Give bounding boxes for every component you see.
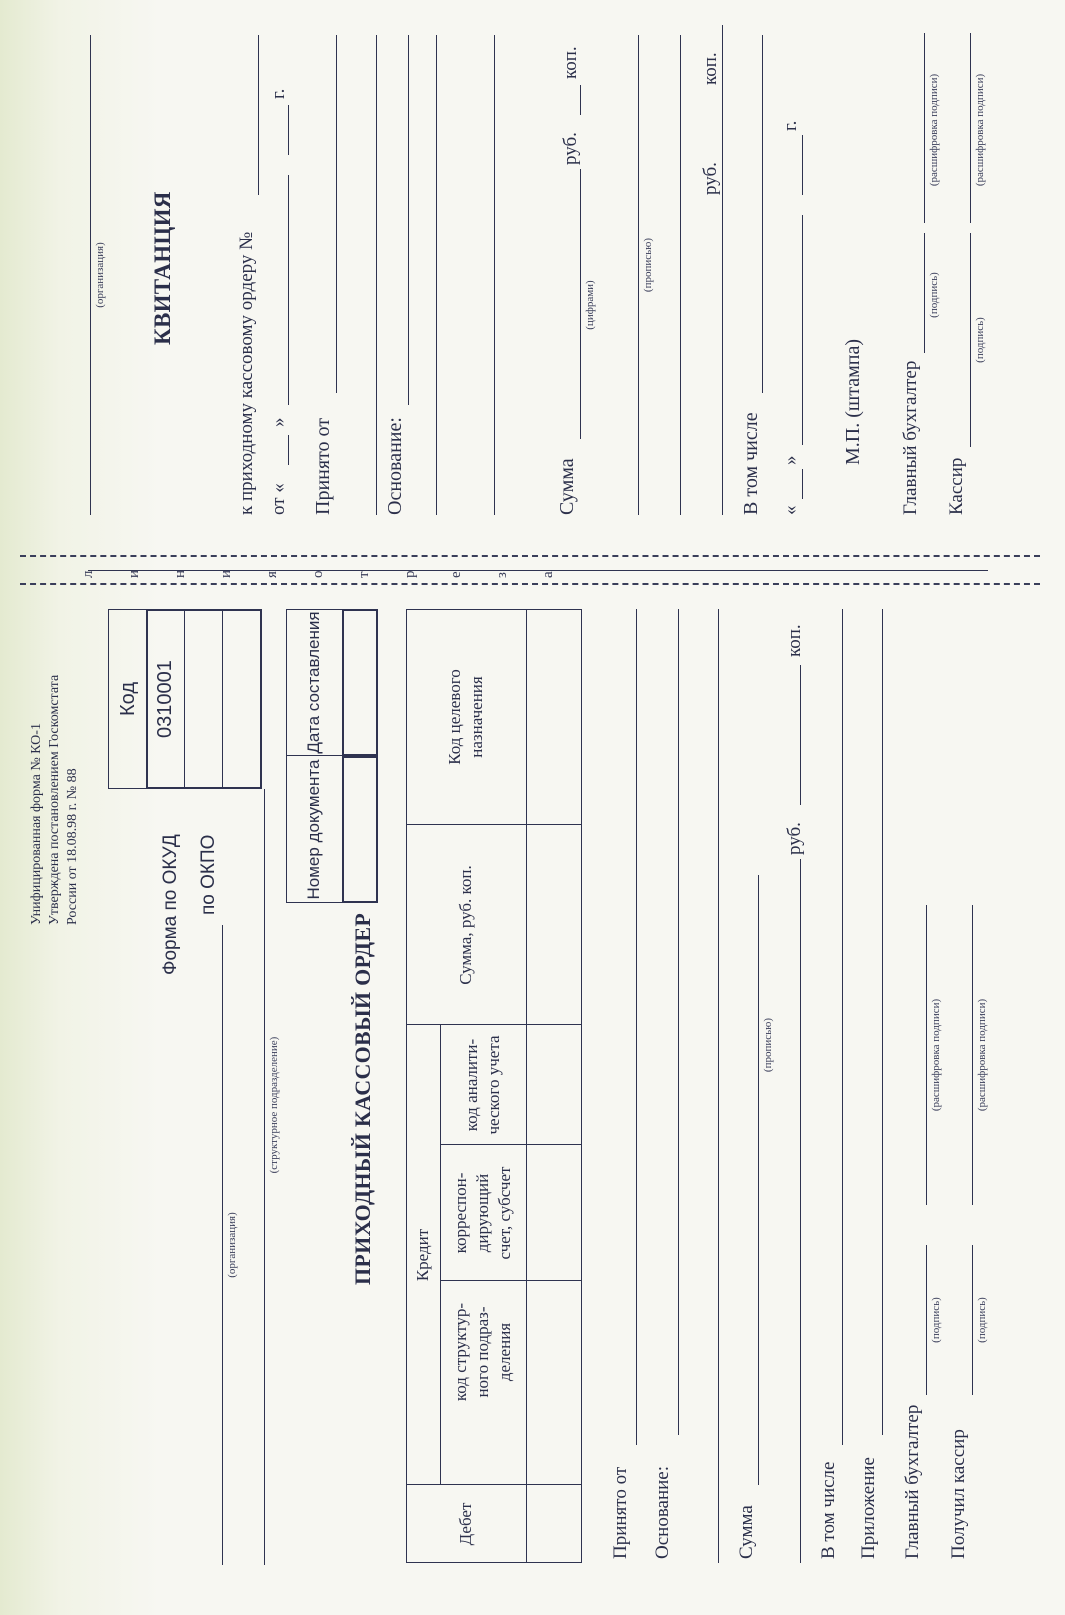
receipt-year-label: г. (268, 88, 289, 99)
receipt-ot-label: от « (268, 483, 289, 515)
order-prinyato-line[interactable] (636, 609, 637, 1445)
receipt-glavbuh-decode-caption: (расшифровка подписи) (928, 73, 940, 187)
th-target-code: Код целевого назначения (445, 669, 486, 765)
receipt-propisyu-caption: (прописью) (642, 237, 654, 293)
organization-caption: (организация) (226, 1212, 238, 1278)
cut-line-right (20, 555, 1040, 557)
order-glavbuh-decode-caption: (расшифровка подписи) (930, 998, 942, 1112)
order-prinyato-label: Принято от (610, 1466, 631, 1559)
order-kassir-label: Получил кассир (948, 1429, 969, 1559)
receipt-kop-line-2[interactable] (722, 115, 723, 145)
receipt-summa-digits-line[interactable] (580, 169, 581, 439)
order-summa-line[interactable] (758, 875, 759, 1485)
receipt-ot-close: » (268, 417, 289, 427)
receipt-kop-line[interactable] (580, 85, 581, 115)
receipt-osnovanie-label: Основание: (384, 417, 406, 515)
receipt-kassir-sign-line[interactable] (970, 233, 971, 447)
order-vtomchisle-line[interactable] (842, 609, 843, 1445)
receipt-org-line[interactable] (90, 35, 91, 515)
receipt-prinyato-line1[interactable] (336, 35, 337, 393)
receipt-kassir-decode-line[interactable] (970, 33, 971, 223)
cut-line-letter: я (264, 571, 280, 578)
order-kassir-decode-line[interactable] (972, 905, 973, 1205)
receipt-prinyato-line2[interactable] (376, 35, 377, 515)
cut-line-letter: т (356, 571, 372, 578)
okpo-label: по ОКПО (198, 834, 219, 915)
receipt-glavbuh-sign-caption: (подпись) (928, 272, 940, 318)
receipt-date-month-line[interactable] (802, 215, 803, 445)
receipt-kassir-label: Кассир (946, 457, 967, 515)
receipt-osnovanie-line1[interactable] (408, 35, 409, 405)
organization-line[interactable] (222, 925, 223, 1565)
order-kassir-decode-caption: (расшифровка подписи) (976, 998, 988, 1112)
order-glavbuh-decode-line[interactable] (926, 905, 927, 1205)
subdivision-line[interactable] (264, 789, 265, 1565)
order-propisyu-caption: (прописью) (762, 1017, 774, 1073)
receipt-order-number-line[interactable] (258, 35, 259, 195)
receipt-title: КВИТАНЦИЯ (150, 191, 175, 345)
receipt-date-day-line[interactable] (802, 469, 803, 499)
receipt-glavbuh-label: Главный бухгалтер (900, 360, 921, 515)
cut-line-letter: о (310, 570, 326, 578)
cut-line-letter: р (402, 570, 418, 578)
receipt-vtomchisle-label: В том числе (740, 412, 762, 515)
receipt-kassir-sign-caption: (подпись) (974, 317, 986, 363)
receipt-glavbuh-decode-line[interactable] (924, 33, 925, 223)
receipt-kop-label-2: коп. (700, 52, 721, 85)
receipt-propisyu-line[interactable] (638, 35, 639, 515)
okud-label: Форма по ОКУД (160, 834, 181, 975)
doc-date-label: Дата составления (304, 611, 323, 754)
receipt-year-line[interactable] (288, 105, 289, 155)
receipt-tsiframi-caption: (цифрами) (584, 280, 596, 330)
receipt-osnovanie-line3[interactable] (494, 35, 495, 515)
receipt-korderu-label: к приходному кассовому ордеру № (236, 231, 257, 515)
cut-line-letter: е (448, 571, 464, 578)
order-kassir-sign-line[interactable] (972, 1245, 973, 1395)
receipt-sum-line3[interactable] (722, 25, 723, 515)
cut-line-letter: а (540, 571, 556, 578)
th-kredit: Кредит (413, 1228, 432, 1282)
okud-code: 0310001 (154, 660, 176, 738)
doc-number-field[interactable] (342, 756, 378, 903)
th-corr-account: корреспон-дирующий счет, субсчет (451, 1166, 514, 1260)
order-title: ПРИХОДНЫЙ КАССОВЫЙ ОРДЕР (350, 912, 375, 1285)
receipt-month-line[interactable] (288, 175, 289, 405)
th-analytic-code: код аналити-ческого учета (462, 1035, 503, 1135)
receipt-date-close: » (780, 455, 801, 465)
receipt-rub-label: руб. (560, 132, 581, 165)
doc-number-label: Номер документа (304, 759, 323, 900)
receipt-glavbuh-sign-line[interactable] (924, 233, 925, 353)
receipt-propisyu-line2[interactable] (680, 35, 681, 515)
receipt-prinyato-label: Принято от (312, 417, 334, 515)
order-kassir-sign-caption: (подпись) (976, 1297, 988, 1343)
order-glavbuh-label: Главный бухгалтер (902, 1404, 923, 1559)
order-osnovanie-line1[interactable] (678, 609, 679, 1435)
receipt-vtomchisle-line[interactable] (762, 35, 763, 393)
order-osnovanie-label: Основание: (652, 1465, 673, 1559)
receipt-date-open: « (780, 505, 801, 515)
receipt-rub-label-2: руб. (700, 162, 721, 195)
cut-line-left (20, 583, 1040, 585)
kod-header: Код (117, 682, 139, 717)
cut-line-letter: л (80, 570, 96, 578)
order-prilozhenie-label: Приложение (858, 1457, 879, 1559)
receipt-org-caption: (организация) (94, 242, 106, 308)
order-glavbuh-sign-caption: (подпись) (930, 1297, 942, 1343)
form-header-line2: Утверждена постановлением Госкомстата (47, 674, 62, 925)
subdivision-caption: (структурное подразделение) (268, 1036, 280, 1174)
order-rub-label: руб. (784, 822, 805, 855)
receipt-date-year-line[interactable] (802, 135, 803, 195)
order-kop-line[interactable] (800, 665, 801, 805)
receipt-summa-label: Сумма (556, 458, 578, 515)
th-debet: Дебет (456, 1502, 475, 1546)
order-glavbuh-sign-line[interactable] (926, 1245, 927, 1395)
form-header-line3: России от 18.08.98 г. № 88 (65, 768, 80, 925)
receipt-osnovanie-line2[interactable] (436, 35, 437, 515)
order-summa-line2[interactable] (800, 859, 801, 1563)
order-osnovanie-line2[interactable] (718, 609, 719, 1563)
th-sum: Сумма, руб. коп. (456, 865, 475, 985)
order-summa-label: Сумма (736, 1505, 757, 1559)
cut-line-letter: и (126, 569, 142, 578)
doc-date-field[interactable] (342, 609, 378, 756)
th-struct-code: код структур-ного подраз-деления (451, 1302, 514, 1402)
order-kop-label: коп. (784, 624, 805, 657)
receipt-kassir-decode-caption: (расшифровка подписи) (974, 73, 986, 187)
order-prilozhenie-line[interactable] (882, 609, 883, 1435)
receipt-mp-label: М.П. (штампа) (842, 338, 864, 465)
receipt-kop-label: коп. (560, 46, 581, 79)
order-vtomchisle-label: В том числе (818, 1461, 839, 1559)
receipt-day-line[interactable] (288, 435, 289, 465)
receipt-date-year-label: г. (780, 120, 801, 131)
form-header-line1: Унифицированная форма № КО-1 (29, 723, 44, 925)
cut-line-letter: и (218, 569, 234, 578)
cut-line-letter: з (494, 572, 510, 578)
cut-line-letter: н (172, 569, 188, 578)
